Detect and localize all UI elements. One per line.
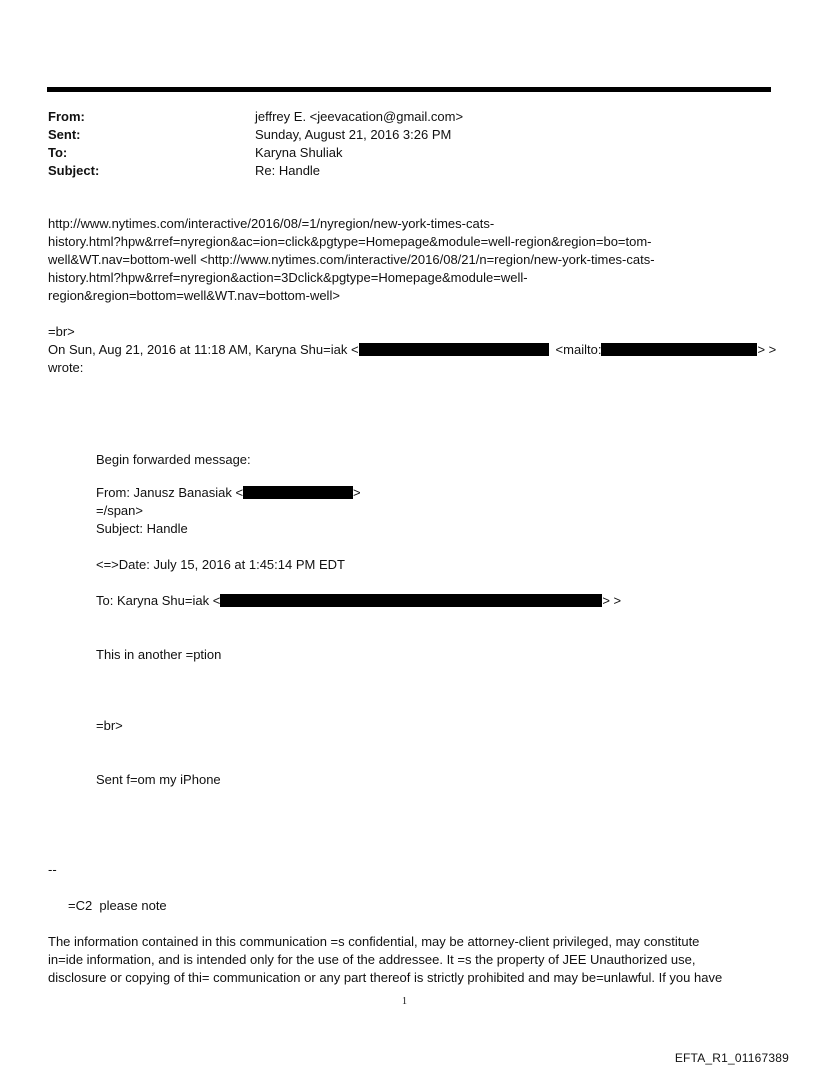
fwd-from-line <box>96 484 361 502</box>
url-line: region&region=bottom=well&WT.nav=bottom-well> <box>48 288 340 303</box>
disclaimer-line: The information contained in this communication =s confidential, may be attorney-client privileged, may constitute <box>48 934 700 949</box>
sig-note: =C2 please note <box>68 898 167 913</box>
document-id: EFTA_R1_01167389 <box>674 1051 789 1065</box>
subject-label: Subject: <box>48 163 100 178</box>
fwd-subject: Subject: Handle <box>96 521 188 536</box>
fwd-to-line <box>96 592 621 610</box>
fwd-begin: Begin forwarded message: <box>96 452 251 467</box>
fwd-date: <=>Date: July 15, 2016 at 1:45:14 PM EDT <box>96 557 345 572</box>
sent-value: Sunday, August 21, 2016 3:26 PM <box>255 127 452 142</box>
on-line <box>48 341 776 359</box>
url-line: history.html?hpw&rref=nyregion&ac=ion=click&pgtype=Homepage&module=well-region&region=bo=tom- <box>48 234 652 249</box>
sig-dash: -- <box>48 862 57 877</box>
redaction-box <box>601 343 757 356</box>
to-label: To: <box>48 145 68 160</box>
on-line-prefix: On Sun, Aug 21, 2016 at 11:18 AM, Karyna Shu=iak < <box>48 342 359 357</box>
fwd-sent-from: Sent f=om my iPhone <box>96 772 221 787</box>
fwd-from-suffix: > <box>353 485 361 500</box>
br-line: =br> <box>48 324 75 339</box>
url-line: history.html?hpw&rref=nyregion&action=3Dclick&pgtype=Homepage&module=well- <box>48 270 528 285</box>
disclaimer-line: disclosure or copying of thi= communication or any part thereof is strictly prohibited and may be=unlawful. If you have <box>48 970 723 985</box>
to-value: Karyna Shuliak <box>255 145 343 160</box>
redaction-box <box>359 343 549 356</box>
fwd-from-prefix: From: Janusz Banasiak < <box>96 485 244 500</box>
fwd-to-prefix: To: Karyna Shu=iak < <box>96 593 221 608</box>
url-line: http://www.nytimes.com/interactive/2016/08/=1/nyregion/new-york-times-cats- <box>48 216 495 231</box>
from-value: jeffrey E. <jeevacation@gmail.com> <box>255 109 464 124</box>
sent-label: Sent: <box>48 127 81 142</box>
fwd-body: This in another =ption <box>96 647 222 662</box>
from-label: From: <box>48 109 85 124</box>
fwd-span-line: =/span> <box>96 503 143 518</box>
fwd-br: =br> <box>96 718 123 733</box>
page-number: 1 <box>402 996 407 1007</box>
header-rule <box>47 87 771 92</box>
redaction-box <box>243 486 353 499</box>
subject-value: Re: Handle <box>255 163 321 178</box>
wrote-line: wrote: <box>48 360 84 375</box>
on-line-mailto: <mailto: <box>555 342 602 357</box>
url-line: well&WT.nav=bottom-well <http://www.nytimes.com/interactive/2016/08/21/n=region/new-york-times-cats- <box>48 252 655 267</box>
redaction-box <box>220 594 602 607</box>
fwd-to-suffix: > > <box>602 593 622 608</box>
on-line-suffix: > > <box>757 342 777 357</box>
disclaimer-line: in=ide information, and is intended only for the use of the addressee. It =s the property of JEE Unauthorized use, <box>48 952 696 967</box>
